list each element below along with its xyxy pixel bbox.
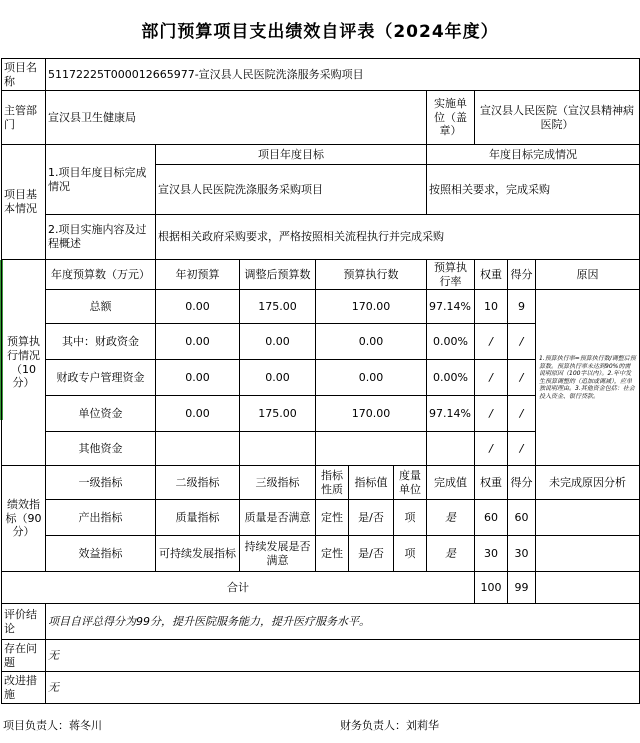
perf-row-nature: 定性 — [316, 536, 349, 572]
perf-row-done: 是 — [427, 536, 475, 572]
budget-row-score: / — [508, 360, 536, 396]
perf-row-benefit — [2, 536, 640, 572]
row-conclusion — [2, 604, 640, 640]
perf-row-done: 是 — [427, 500, 475, 536]
row-total — [2, 572, 640, 604]
perf-row-score: 30 — [508, 536, 536, 572]
perf-row-unit: 项 — [394, 500, 427, 536]
impl-value: 宣汉县人民医院（宣汉县精神病医院） — [475, 91, 640, 145]
budget-row-adj: 175.00 — [240, 396, 316, 432]
perf-row-reason — [536, 500, 640, 536]
perf-row-reason — [536, 536, 640, 572]
target-header: 项目年度目标 — [156, 145, 427, 165]
row-budget-header — [2, 260, 640, 290]
budget-row-name: 财政专户管理资金 — [46, 360, 156, 396]
finance-leader: 财务负责人：刘莉华 — [340, 719, 439, 732]
budget-row-name: 其他资金 — [46, 432, 156, 466]
perf-header-2: 三级指标 — [240, 466, 316, 500]
budget-row-rate: 0.00% — [427, 360, 475, 396]
project-name-label: 项目名称 — [2, 59, 46, 91]
budget-header-5: 权重 — [475, 260, 508, 290]
perf-row-output — [2, 500, 640, 536]
budget-row-exec: 170.00 — [316, 290, 427, 324]
project-leader: 项目负责人：蒋冬川 — [3, 719, 102, 732]
budget-row-weight: / — [475, 396, 508, 432]
perf-row-unit: 项 — [394, 536, 427, 572]
perf-row-value: 是/否 — [349, 500, 394, 536]
row-project-name — [2, 59, 640, 91]
budget-row-rate: 0.00% — [427, 324, 475, 360]
basic-label: 项目基本情况 — [2, 145, 46, 260]
perf-header-3: 指标性质 — [316, 466, 349, 500]
total-label: 合计 — [2, 572, 475, 604]
conclusion-label: 评价结论 — [2, 604, 46, 640]
problem-label: 存在问题 — [2, 640, 46, 672]
fix-label: 改进措施 — [2, 672, 46, 704]
budget-row-adj — [240, 432, 316, 466]
budget-row-rate: 97.14% — [427, 396, 475, 432]
perf-row-nature: 定性 — [316, 500, 349, 536]
budget-row-exec: 170.00 — [316, 396, 427, 432]
perf-header-8: 得分 — [508, 466, 536, 500]
form-title: 部门预算项目支出绩效自评表（2024年度） — [141, 21, 499, 42]
budget-row-rate — [427, 432, 475, 466]
row-fix — [2, 672, 640, 704]
total-score: 99 — [508, 572, 536, 604]
evaluation-table — [1, 58, 640, 704]
budget-row-exec — [316, 432, 427, 466]
project-name-value: 51172225T000012665977-宣汉县人民医院洗涤服务采购项目 — [46, 59, 640, 91]
target-value: 宣汉县人民医院洗涤服务采购项目 — [156, 165, 427, 215]
budget-row-name: 总额 — [46, 290, 156, 324]
budget-header-3: 预算执行数 — [316, 260, 427, 290]
row-basic-header — [2, 145, 640, 165]
perf-row-l2: 质量指标 — [156, 500, 240, 536]
budget-row-weight: / — [475, 432, 508, 466]
perf-header-5: 度量单位 — [394, 466, 427, 500]
budget-header-7: 原因 — [536, 260, 640, 290]
perf-row-l3: 质量是否满意 — [240, 500, 316, 536]
budget-row-score: 9 — [508, 290, 536, 324]
budget-row-rate: 97.14% — [427, 290, 475, 324]
budget-row-init: 0.00 — [156, 290, 240, 324]
basic-sub1-label: 1.项目年度目标完成情况 — [46, 145, 156, 215]
budget-header-4: 预算执行率 — [427, 260, 475, 290]
footer — [0, 713, 640, 737]
budget-row-init: 0.00 — [156, 360, 240, 396]
budget-row-init: 0.00 — [156, 324, 240, 360]
perf-header-7: 权重 — [475, 466, 508, 500]
perf-header-0: 一级指标 — [46, 466, 156, 500]
dept-label: 主管部门 — [2, 91, 46, 145]
dept-value: 宣汉县卫生健康局 — [46, 91, 427, 145]
basic-sub2-label: 2.项目实施内容及过程概述 — [46, 215, 156, 260]
impl-label: 实施单位（盖章） — [427, 91, 475, 145]
perf-header-1: 二级指标 — [156, 466, 240, 500]
perf-row-l1: 效益指标 — [46, 536, 156, 572]
budget-row-total — [2, 290, 640, 324]
budget-row-init: 0.00 — [156, 396, 240, 432]
budget-row-weight: / — [475, 360, 508, 396]
perf-header-4: 指标值 — [349, 466, 394, 500]
budget-header-1: 年初预算 — [156, 260, 240, 290]
done-value: 按照相关要求，完成采购 — [427, 165, 640, 215]
budget-reason-note: 1.预算执行率=预算执行数/调整后预算数。预算执行率未达到90%的需说明原因（100字以内）。2.年中发生预算调整的（追加或调减），应单独说明理由。3.其他资金包括：社会投入资金、银行贷款。 — [536, 290, 640, 466]
done-header: 年度目标完成情况 — [427, 145, 640, 165]
row-department — [2, 91, 640, 145]
budget-row-exec: 0.00 — [316, 324, 427, 360]
perf-row-weight: 30 — [475, 536, 508, 572]
budget-row-adj: 0.00 — [240, 360, 316, 396]
perf-row-weight: 60 — [475, 500, 508, 536]
total-reason — [536, 572, 640, 604]
row-perf-header — [2, 466, 640, 500]
budget-header-2: 调整后预算数 — [240, 260, 316, 290]
perf-header-9: 未完成原因分析 — [536, 466, 640, 500]
budget-header-6: 得分 — [508, 260, 536, 290]
perf-row-value: 是/否 — [349, 536, 394, 572]
perf-header-6: 完成值 — [427, 466, 475, 500]
conclusion-value: 项目自评总得分为99分，提升医院服务能力，提升医疗服务水平。 — [46, 604, 640, 640]
budget-row-score: / — [508, 396, 536, 432]
total-weight: 100 — [475, 572, 508, 604]
budget-row-name: 其中：财政资金 — [46, 324, 156, 360]
budget-row-exec: 0.00 — [316, 360, 427, 396]
budget-row-adj: 175.00 — [240, 290, 316, 324]
perf-row-l3: 持续发展是否满意 — [240, 536, 316, 572]
perf-label: 绩效指标（90分） — [2, 466, 46, 572]
perf-row-l1: 产出指标 — [46, 500, 156, 536]
budget-row-weight: 10 — [475, 290, 508, 324]
budget-row-score: / — [508, 324, 536, 360]
fix-value: 无 — [46, 672, 640, 704]
content-value: 根据相关政府采购要求，严格按照相关流程执行并完成采购 — [156, 215, 640, 260]
budget-row-score: / — [508, 432, 536, 466]
budget-row-name: 单位资金 — [46, 396, 156, 432]
budget-row-init — [156, 432, 240, 466]
perf-row-score: 60 — [508, 500, 536, 536]
problem-value: 无 — [46, 640, 640, 672]
row-basic-content — [2, 215, 640, 260]
budget-label: 预算执行情况（10分） — [2, 260, 46, 466]
budget-header-0: 年度预算数（万元） — [46, 260, 156, 290]
perf-row-l2: 可持续发展指标 — [156, 536, 240, 572]
budget-row-adj: 0.00 — [240, 324, 316, 360]
budget-row-weight: / — [475, 324, 508, 360]
row-problem — [2, 640, 640, 672]
